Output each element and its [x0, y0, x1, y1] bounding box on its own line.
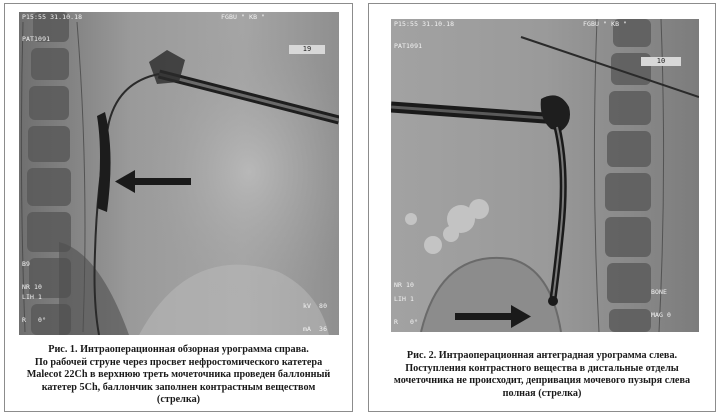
figure-1-hospital-label: FGBU " KB " — [221, 13, 266, 21]
figure-1-caption-line: (стрелка) — [156, 394, 201, 406]
figure-2-caption-line: Поступления контрастного вещества в дистальные отделы — [405, 362, 679, 374]
figure-1-right-param-line: kV 80 — [303, 302, 328, 311]
figure-1-caption-line: Malecot 22Ch в верхнюю треть мочеточника проведен баллонный — [26, 369, 331, 381]
figure-2-right-param-line: BONE — [651, 288, 668, 297]
figure-2-frame-box: 10 — [641, 57, 681, 66]
figure-2-params-block — [394, 281, 438, 332]
figure-2-xray-image — [391, 19, 699, 332]
figure-2-caption-line: полная (стрелка) — [502, 387, 582, 399]
figure-1-timestamp-label: P15:55 31.10.18 — [22, 13, 83, 21]
figure-2-param-line: R 0° — [394, 317, 419, 326]
figure-1-frame-box: 19 — [289, 45, 325, 54]
figure-2-patient-label: PAT1091 — [394, 42, 423, 50]
figure-1-caption — [11, 344, 346, 407]
figure-2-right-param-line: MAG 0 — [651, 310, 672, 319]
figure-2-param-line: LIH 1 — [394, 295, 415, 304]
figure-1-panel — [4, 3, 353, 412]
figure-1-mode-line: NR 10 — [22, 282, 43, 291]
figure-1-param-line: R 0° — [22, 315, 47, 324]
figure-2-timestamp-label: P15:55 31.10.18 — [394, 20, 455, 28]
figure-2-mode-line: NR 10 — [394, 281, 415, 290]
figure-2-caption-line: Рис. 2. Интраоперационная антеградная урограмма слева. — [406, 350, 678, 361]
figure-1-caption-line: Рис. 1. Интраоперационная обзорная урограмма справа. — [48, 344, 309, 355]
figure-1-hospital-logo-icon — [267, 297, 339, 335]
figure-1-caption-line: катетер 5Ch, баллончик заполнен контрастным веществом — [41, 381, 316, 393]
figure-1-xray-graphic — [19, 12, 339, 335]
figure-2-caption — [375, 350, 709, 400]
figure-2-hospital-logo-icon — [617, 299, 699, 332]
figure-1-caption-line: По рабочей струне через просвет нефростомического катетера — [34, 356, 323, 368]
figure-1-mode-line: B9 — [22, 260, 31, 269]
figure-2-caption-line: мочеточника не происходит, депривация мочевого пузыря слева — [393, 375, 691, 387]
figure-1-right-param-line: mA 36 — [303, 324, 328, 333]
figure-1-xray-image — [19, 12, 339, 335]
figure-1-param-line: LIH 1 — [22, 293, 43, 302]
figure-1-patient-label: PAT1091 — [22, 35, 51, 43]
figure-2-panel — [368, 3, 716, 412]
figure-2-hospital-label: FGBU " KB " — [583, 20, 628, 28]
figure-1-params-block — [22, 279, 66, 335]
